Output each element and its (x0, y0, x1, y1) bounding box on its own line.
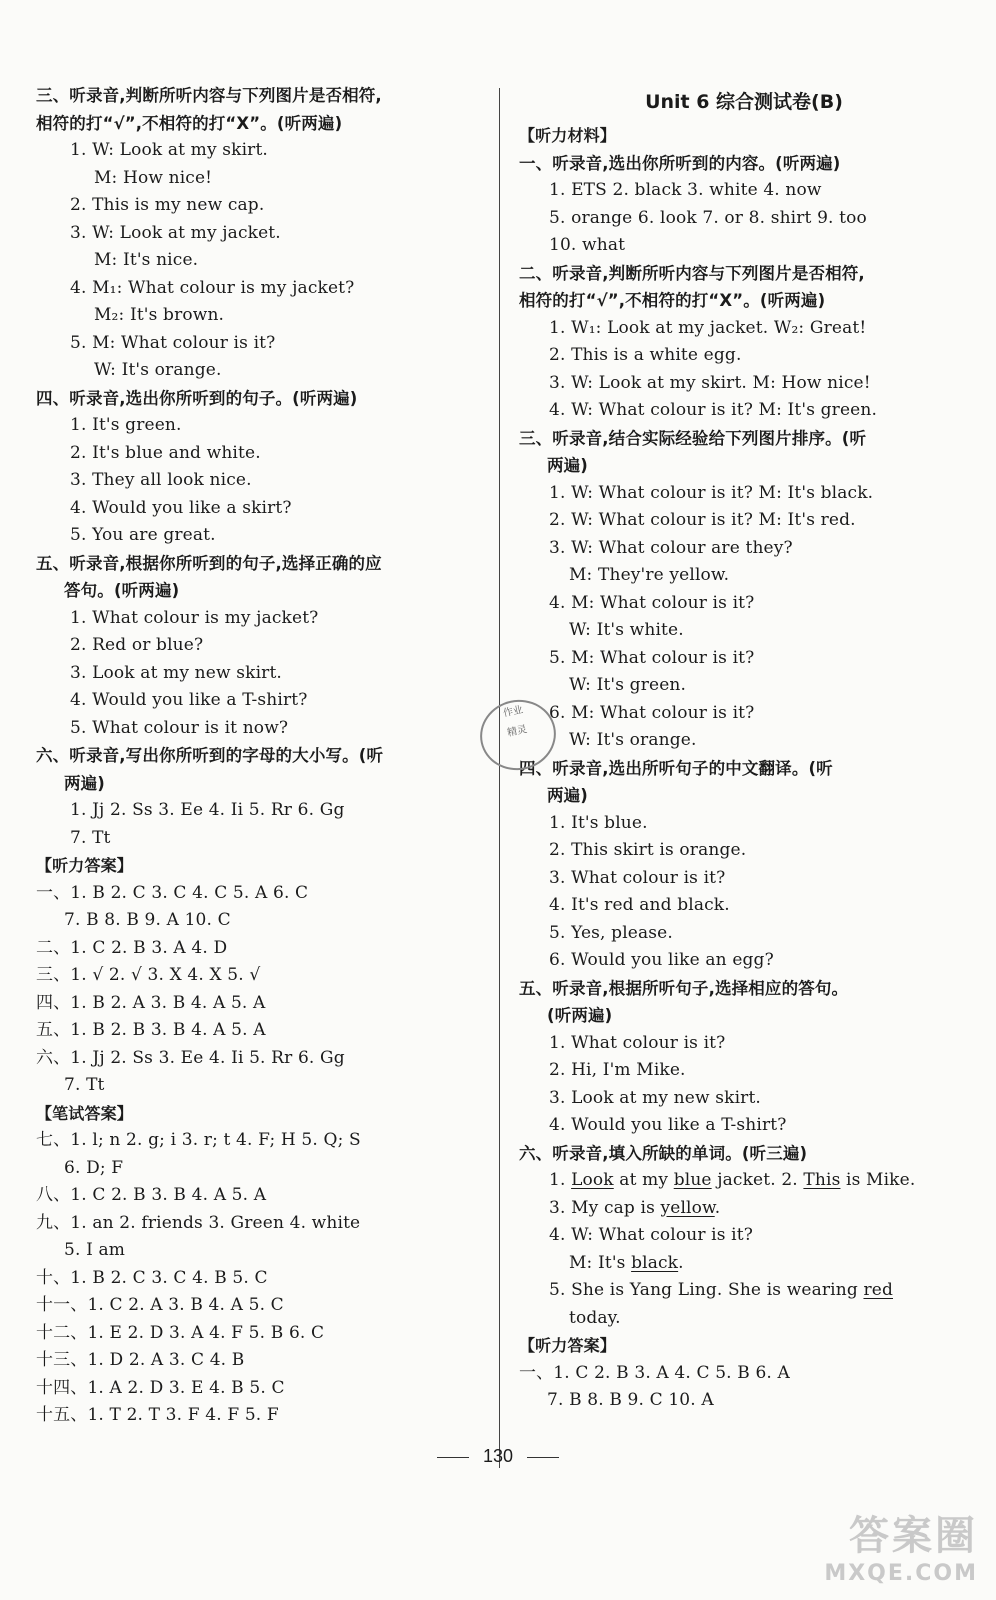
col-left-line: 5. M: What colour is it? (70, 332, 276, 353)
unit-test-title: Unit 6 综合测试卷(B) (645, 91, 843, 113)
col-left-line: 4. Would you like a skirt? (70, 497, 292, 518)
col-left-line: 答句。(听两遍) (64, 581, 180, 600)
col-left-line: 【笔试答案】 (36, 1103, 133, 1123)
right-lines-line: 两遍) (547, 786, 588, 805)
col-left-line: 五、1. B 2. B 3. B 4. A 5. A (36, 1020, 266, 1040)
col-left-line: 十、1. B 2. C 3. C 4. B 5. C (36, 1267, 268, 1288)
right-tail-line: 一、1. C 2. B 3. A 4. C 5. B 6. A (519, 1362, 790, 1383)
right-lines-line: W: It's green. (569, 675, 687, 695)
right-lines-line: 3. Look at my new skirt. (549, 1087, 761, 1108)
col-left-line: 6. D; F (64, 1157, 124, 1178)
right-lines-line: 4. M: What colour is it? (549, 592, 755, 613)
filled-word: Look (571, 1170, 614, 1190)
col-left-line: M: How nice! (94, 167, 213, 188)
page-number: 130 (0, 1446, 996, 1467)
filled-word: blue (673, 1170, 712, 1190)
right-lines-line: 2. W: What colour is it? M: It's red. (549, 510, 856, 530)
right-column (519, 82, 969, 1415)
fill-blank-line-6: today. (569, 1307, 621, 1328)
col-left-line: 7. Tt (70, 827, 111, 848)
col-left-line: 八、1. C 2. B 3. B 4. A 5. A (36, 1185, 267, 1205)
right-lines-line: 10. what (549, 235, 626, 255)
col-left-line: 三、听录音,判断所听内容与下列图片是否相符, (36, 86, 382, 105)
col-left-line: M: It's nice. (94, 250, 199, 270)
col-left-line: 九、1. an 2. friends 3. Green 4. white (36, 1212, 361, 1233)
right-lines-line: 一、听录音,选出你所听到的内容。(听两遍) (519, 153, 841, 173)
right-lines-line: 1. W: What colour is it? M: It's black. (549, 482, 874, 503)
col-left-line: 一、1. B 2. C 3. C 4. C 5. A 6. C (36, 882, 309, 903)
col-left-line: 十三、1. D 2. A 3. C 4. B (36, 1350, 245, 1370)
right-lines-line: 二、听录音,判断所听内容与下列图片是否相符, (519, 263, 865, 283)
right-lines (519, 122, 969, 1167)
col-left-line: 4. Would you like a T-shirt? (70, 690, 308, 710)
right-lines-line: 5. M: What colour is it? (549, 647, 755, 668)
col-left-line: 2. This is my new cap. (70, 195, 265, 215)
col-left-line: 1. What colour is my jacket? (70, 607, 319, 628)
left-column (36, 82, 491, 1430)
col-left-line: 7. B 8. B 9. A 10. C (64, 910, 231, 930)
site-watermark: 答案圈 MXQE.COM (824, 1513, 978, 1586)
col-left-line: 五、听录音,根据你所听到的句子,选择正确的应 (36, 553, 382, 573)
col-left-line: 六、听录音,写出你所听到的字母的大小写。(听 (36, 746, 384, 765)
column-divider (499, 88, 500, 1468)
col-left-line: 2. It's blue and white. (70, 442, 261, 463)
right-lines-line: 四、听录音,选出所听句子的中文翻译。(听 (519, 758, 833, 778)
col-left-line: 3. W: Look at my jacket. (70, 222, 281, 243)
col-left-line: 四、听录音,选出你所听到的句子。(听两遍) (36, 388, 358, 408)
right-lines-line: 【听力材料】 (519, 126, 616, 145)
col-left-line: 十五、1. T 2. T 3. F 4. F 5. F (36, 1405, 279, 1425)
right-tail (519, 1332, 969, 1415)
right-lines-line: 两遍) (547, 456, 588, 475)
col-left-line: 1. Jj 2. Ss 3. Ee 4. Ii 5. Rr 6. Gg (70, 800, 345, 820)
col-left-line: 3. They all look nice. (70, 470, 252, 490)
right-lines-line: 5. Yes, please. (549, 922, 673, 943)
right-lines-line: 1. W₁: Look at my jacket. W₂: Great! (549, 317, 867, 338)
right-lines-line: 2. This is a white egg. (549, 345, 742, 365)
right-lines-line: W: It's white. (569, 620, 684, 640)
right-lines-line: 4. Would you like a T-shirt? (549, 1115, 787, 1135)
right-lines-line: 相符的打“√”,不相符的打“X”。(听两遍) (519, 291, 826, 310)
col-left-line: 七、1. l; n 2. g; i 3. r; t 4. F; H 5. Q; S (36, 1130, 361, 1150)
col-left-line: 5. What colour is it now? (70, 717, 289, 738)
right-lines-line: 2. Hi, I'm Mike. (549, 1060, 686, 1080)
right-tail-line: 【听力答案】 (519, 1336, 616, 1355)
col-left-line: 1. It's green. (70, 415, 182, 435)
fill-blank-line-2: 3. My cap is yellow. (549, 1197, 721, 1218)
col-left-line: 5. I am (64, 1240, 126, 1260)
right-lines-line: W: It's orange. (569, 730, 697, 750)
col-left-line: 十一、1. C 2. A 3. B 4. A 5. C (36, 1295, 284, 1315)
col-left-line: 六、1. Jj 2. Ss 3. Ee 4. Ii 5. Rr 6. Gg (36, 1047, 345, 1068)
col-left-line: 2. Red or blue? (70, 635, 204, 655)
right-lines-line: M: They're yellow. (569, 565, 730, 585)
col-left-line: 三、1. √ 2. √ 3. X 4. X 5. √ (36, 965, 261, 985)
right-lines-line: 3. W: What colour are they? (549, 537, 793, 558)
right-lines-line: 6. Would you like an egg? (549, 950, 774, 970)
col-left-line: 两遍) (64, 773, 105, 793)
right-lines-line: 1. What colour is it? (549, 1032, 726, 1053)
fill-blank-line-5: 5. She is Yang Ling. She is wearing red (549, 1280, 893, 1300)
col-left-line: 二、1. C 2. B 3. A 4. D (36, 937, 228, 958)
right-lines-line: 4. It's red and black. (549, 895, 730, 915)
col-left-line: 7. Tt (64, 1075, 105, 1095)
col-left-line: 相符的打“√”,不相符的打“X”。(听两遍) (36, 113, 343, 133)
right-lines-line: 五、听录音,根据所听句子,选择相应的答句。 (519, 978, 849, 998)
filled-word: yellow (660, 1197, 715, 1218)
fill-blank-line-4: M: It's black. (569, 1252, 684, 1273)
right-lines-line: 4. W: What colour is it? M: It's green. (549, 400, 878, 420)
right-lines-line: 6. M: What colour is it? (549, 702, 755, 723)
right-lines-line: (听两遍) (547, 1006, 613, 1025)
right-lines-line: 3. What colour is it? (549, 867, 726, 888)
col-left-line: 十四、1. A 2. D 3. E 4. B 5. C (36, 1377, 285, 1398)
fill-blank-line-1: 1. Look at my blue jacket. 2. This is Mike. (549, 1170, 916, 1190)
right-lines-line: 1. ETS 2. black 3. white 4. now (549, 180, 822, 200)
filled-word: black (631, 1252, 679, 1273)
fill-blank-line-3: 4. W: What colour is it? (549, 1225, 753, 1245)
col-left-line: 5. You are great. (70, 525, 216, 545)
col-left-line: 四、1. B 2. A 3. B 4. A 5. A (36, 992, 266, 1013)
col-left-line: 4. M₁: What colour is my jacket? (70, 277, 355, 298)
col-left-line: 1. W: Look at my skirt. (70, 140, 268, 160)
col-left-line: W: It's orange. (94, 360, 222, 380)
right-lines-line: 2. This skirt is orange. (549, 840, 747, 860)
right-tail-line: 7. B 8. B 9. C 10. A (547, 1390, 714, 1410)
right-lines-line: 1. It's blue. (549, 812, 648, 833)
right-lines-line: 3. W: Look at my skirt. M: How nice! (549, 372, 871, 393)
right-lines-line: 5. orange 6. look 7. or 8. shirt 9. too (549, 207, 867, 228)
right-lines-line: 六、听录音,填入所缺的单词。(听三遍) (519, 1143, 808, 1163)
right-lines-line: 三、听录音,结合实际经验给下列图片排序。(听 (519, 428, 867, 448)
col-left-line: 【听力答案】 (36, 856, 133, 875)
filled-word: This (803, 1170, 841, 1190)
col-left-line: 十二、1. E 2. D 3. A 4. F 5. B 6. C (36, 1322, 325, 1343)
col-left-line: M₂: It's brown. (94, 305, 225, 325)
filled-word: red (863, 1280, 893, 1300)
homework-stamp: 作业 精灵 (474, 693, 563, 777)
col-left-line: 3. Look at my new skirt. (70, 662, 282, 683)
